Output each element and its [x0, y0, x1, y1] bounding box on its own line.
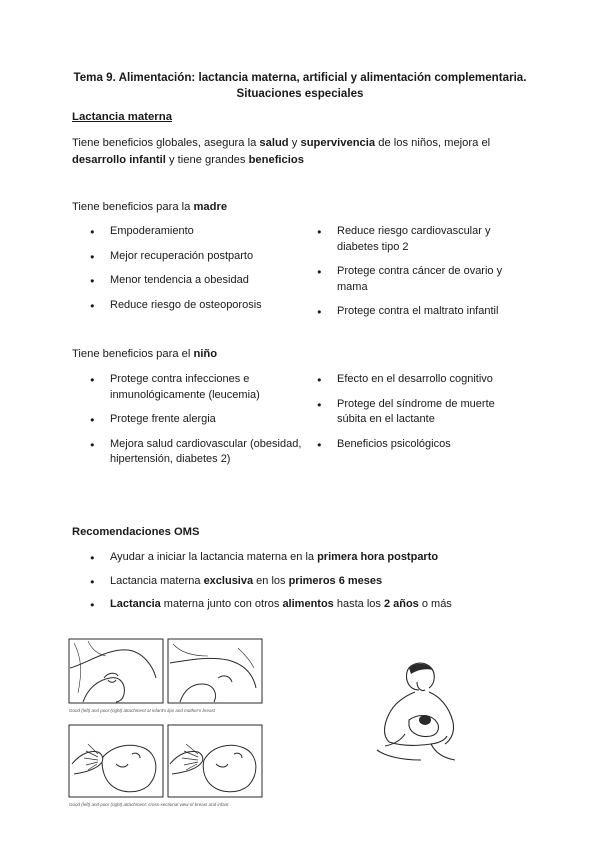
madre-heading-text: Tiene beneficios para la — [72, 201, 194, 213]
infant-hair — [419, 715, 431, 725]
infant-head — [203, 745, 256, 791]
intro-bold: supervivencia — [300, 137, 376, 149]
list-item: ● Protege contra el maltrato infantil — [317, 304, 522, 320]
panel-good-frame — [69, 725, 163, 797]
intro-text: de los niños, mejora el — [375, 137, 491, 149]
lip-attachment-illustration — [68, 638, 263, 706]
list-item: ● Mejora salud cardiovascular (obesidad, hipertensión, diabetes 2) — [90, 437, 305, 468]
figure-caption: Good (left) and poor (right) attachment: cross-sectional view of breast and infant — [69, 802, 229, 807]
madre-heading-bold: madre — [193, 201, 228, 213]
title-line-1: Tema 9. Alimentación: lactancia materna, artificial y alimentación complementaria. — [73, 71, 527, 84]
oms-text: o más — [418, 598, 452, 610]
page-title — [60, 70, 540, 102]
nino-heading-text: Tiene beneficios para el — [72, 348, 194, 360]
mother-shoulder — [385, 692, 416, 742]
list-item — [90, 550, 530, 566]
breast-section — [72, 752, 103, 775]
list-item: ● Protege contra cáncer de ovario y mama — [317, 264, 522, 295]
oms-bold: 2 años — [383, 598, 419, 610]
oms-bold: Lactancia — [110, 598, 161, 610]
list-item — [90, 597, 530, 613]
oms-bold: exclusiva — [203, 574, 254, 587]
intro-paragraph — [72, 135, 542, 169]
intro-text: y — [288, 137, 301, 149]
title-line-2: Situaciones especiales — [236, 87, 364, 100]
nino-left-list — [90, 372, 305, 468]
madre-left-list — [90, 224, 305, 313]
intro-text: Tiene beneficios globales, asegura la — [72, 137, 260, 149]
intro-text: y tiene grandes — [165, 154, 249, 166]
list-item — [90, 574, 530, 590]
oms-text: Lactancia materna — [110, 574, 204, 587]
list-item: ● Protege contra infecciones e inmunológicamente (leucemia) — [90, 372, 305, 403]
intro-bold: salud — [259, 137, 289, 149]
madre-right-list — [317, 224, 522, 320]
nino-heading-bold: niño — [193, 348, 218, 360]
list-item: ● Reduce riesgo de osteoporosis — [90, 298, 305, 314]
cross-section-illustration — [68, 724, 263, 800]
oms-text: Ayudar a iniciar la lactancia materna en la — [110, 551, 318, 563]
list-item: ● Protege frente alergia — [90, 412, 305, 428]
breast-outline — [70, 650, 156, 678]
intro-bold: desarrollo infantil — [72, 154, 166, 166]
list-item: ● Mejor recuperación postparto — [90, 249, 305, 265]
section-heading: Lactancia materna — [72, 111, 173, 123]
oms-text: en los — [253, 574, 289, 587]
nino-heading — [72, 348, 217, 360]
list-item: ● Menor tendencia a obesidad — [90, 273, 305, 289]
oms-bold: primeros 6 meses — [288, 574, 383, 587]
list-item: ● Efecto en el desarrollo cognitivo — [317, 372, 522, 388]
oms-text: materna junto con otros — [160, 598, 283, 610]
oms-list — [90, 550, 530, 613]
oms-text: hasta los — [333, 598, 384, 610]
intro-bold: beneficios — [248, 154, 304, 166]
oms-heading: Recomendaciones OMS — [72, 526, 200, 538]
oms-bold: primera hora postparto — [317, 551, 439, 563]
list-item: ● Beneficios psicológicos — [317, 437, 522, 453]
figure-caption: Good (left) and poor (right) attachment at infant's lips and mother's breast — [69, 708, 216, 713]
list-item: ● Empoderamiento — [90, 224, 305, 240]
mother-breastfeeding-illustration — [365, 660, 475, 770]
panel-good-frame — [69, 639, 163, 703]
list-item: ● Protege del síndrome de muerte súbita en el lactante — [317, 397, 522, 428]
breast-outline — [170, 658, 256, 688]
infant-head — [83, 678, 124, 702]
infant-head — [102, 745, 156, 792]
madre-heading — [72, 201, 227, 213]
nino-right-list — [317, 372, 522, 452]
oms-bold: alimentos — [282, 598, 334, 610]
list-item: ● Reduce riesgo cardiovascular y diabetes tipo 2 — [317, 224, 522, 255]
breast-section — [170, 752, 203, 775]
